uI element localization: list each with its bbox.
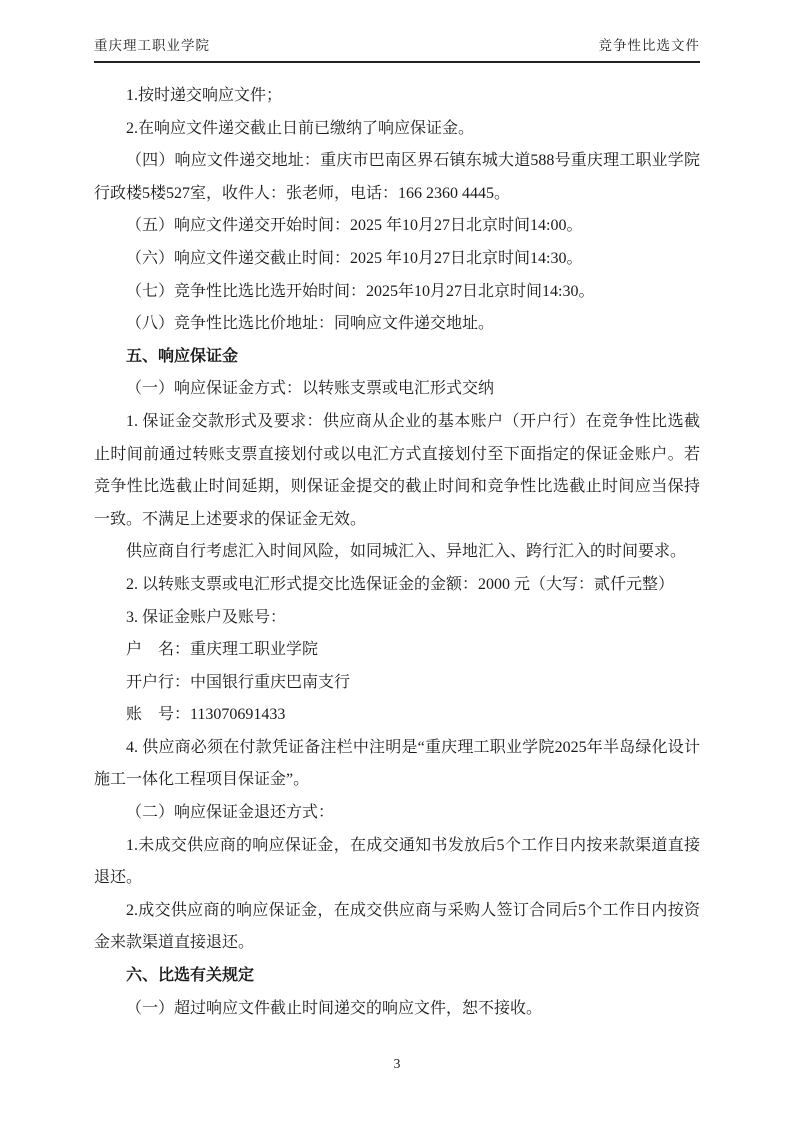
- paragraph: 1.按时递交响应文件；: [126, 87, 283, 104]
- paragraph: 供应商自行考虑汇入时间风险，如同城汇入、异地汇入、跨行汇入的时间要求。: [126, 543, 687, 561]
- paragraph: （四）响应文件递交地址：重庆市巴南区界石镇东城大道588号重庆理工职业学院行政楼5楼527室，收件人：张老师，电话：166 2360 4445。: [94, 152, 700, 202]
- paragraph: 1. 保证金交款形式及要求：供应商从企业的基本账户（开户行）在竞争性比选截止时间前通过转账支票直接划付或以电汇方式直接划付至下面指定的保证金账户。若竞争性比选截止时间延期，则保证金提交的截止时间和竞争性比选截止时间应当保持一致。不满足上述要求的保证金无效。: [94, 412, 700, 528]
- paragraph: 1.未成交供应商的响应保证金，在成交通知书发放后5个工作日内按来款渠道直接退还。: [94, 836, 700, 887]
- paragraph: （七）竞争性比选比选开始时间：2025年10月27日北京时间14:30。: [126, 282, 595, 300]
- paragraph: 4. 供应商必须在付款凭证备注栏中注明是“重庆理工职业学院2025年半岛绿化设计施工一体化工程项目保证金”。: [94, 738, 700, 789]
- section-heading-rules: 六、比选有关规定: [126, 967, 255, 985]
- paragraph: （八）竞争性比选比价地址：同响应文件递交地址。: [126, 315, 495, 333]
- paragraph-account-name: 户 名：重庆理工职业学院: [126, 641, 319, 659]
- paragraph-account-number: 账 号：113070691433: [126, 706, 286, 724]
- header-left-title: 重庆理工职业学院: [94, 38, 210, 53]
- paragraph: （一）超过响应文件截止时间递交的响应文件，恕不接收。: [126, 999, 543, 1017]
- paragraph: 2. 以转账支票或电汇形式提交比选保证金的金额：2000 元（大写：贰仟元整）: [126, 575, 675, 593]
- paragraph: 2.在响应文件递交截止日前已缴纳了响应保证金。: [126, 119, 475, 137]
- header-right-title: 竞争性比选文件: [598, 38, 700, 53]
- page-header: [94, 34, 700, 63]
- paragraph: （二）响应保证金退还方式：: [126, 804, 335, 822]
- page-number: 3: [393, 1056, 401, 1071]
- paragraph: （六）响应文件递交截止时间：2025 年10月27日北京时间14:30。: [126, 249, 583, 267]
- paragraph: （五）响应文件递交开始时间：2025 年10月27日北京时间14:00。: [126, 217, 583, 235]
- page-footer: [0, 1056, 794, 1072]
- section-heading-deposit: 五、响应保证金: [126, 347, 239, 365]
- document-body: [94, 80, 700, 1025]
- paragraph: 3. 保证金账户及账号：: [126, 608, 287, 626]
- paragraph-account-bank: 开户行：中国银行重庆巴南支行: [126, 673, 351, 691]
- paragraph: （一）响应保证金方式：以转账支票或电汇形式交纳: [126, 380, 495, 398]
- paragraph: 2.成交供应商的响应保证金，在成交供应商与采购人签订合同后5个工作日内按资金来款渠道直接退还。: [94, 901, 700, 952]
